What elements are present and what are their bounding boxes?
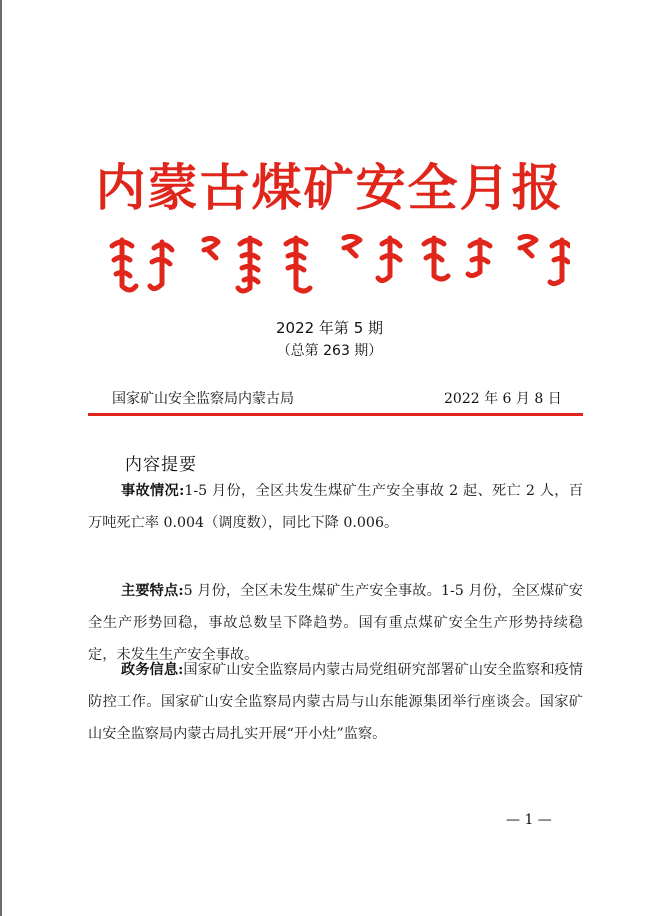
issue-total-number: （总第 263 期） [276, 343, 383, 359]
summary-affairs-text: 国家矿山安全监察局内蒙古局党组研究部署矿山安全监察和疫情防控工作。国家矿山安全监察局内蒙古局与山东能源集团举行座谈会。国家矿山安全监察局内蒙古局扎实开展“开小灶”监察。 [88, 662, 583, 742]
summary-accidents-label: 事故情况: [121, 483, 185, 499]
summary-accidents [88, 475, 583, 539]
summary-accidents-text: 1-5 月份，全区共发生煤矿生产安全事故 2 起、死亡 2 人，百万吨死亡率 0.004（调度数），同比下降 0.006。 [88, 483, 583, 531]
summary-features-label: 主要特点: [121, 583, 184, 599]
issuer-name: 国家矿山安全监察局内蒙古局 [112, 391, 294, 407]
issue-date: 2022 年 6 月 8 日 [444, 391, 562, 407]
page-left-border [0, 0, 2, 916]
summary-affairs-label: 政务信息: [121, 662, 184, 678]
masthead-title: 内蒙古煤矿安全月报 [95, 159, 564, 217]
issue-number: 2022 年第 5 期 [275, 319, 384, 337]
summary-government-affairs [88, 654, 583, 750]
summary-features-text: 5 月份，全区未发生煤矿生产安全事故。1-5 月份，全区煤矿安全生产形势回稳，事故总数呈下降趋势。国有重点煤矿安全生产形势持续稳定，未发生生产安全事故。 [88, 583, 583, 663]
summary-heading: 内容提要 [125, 455, 197, 475]
mongolian-title-script [100, 228, 570, 298]
page-number: — 1 — [506, 812, 552, 828]
header-red-rule [88, 413, 583, 416]
